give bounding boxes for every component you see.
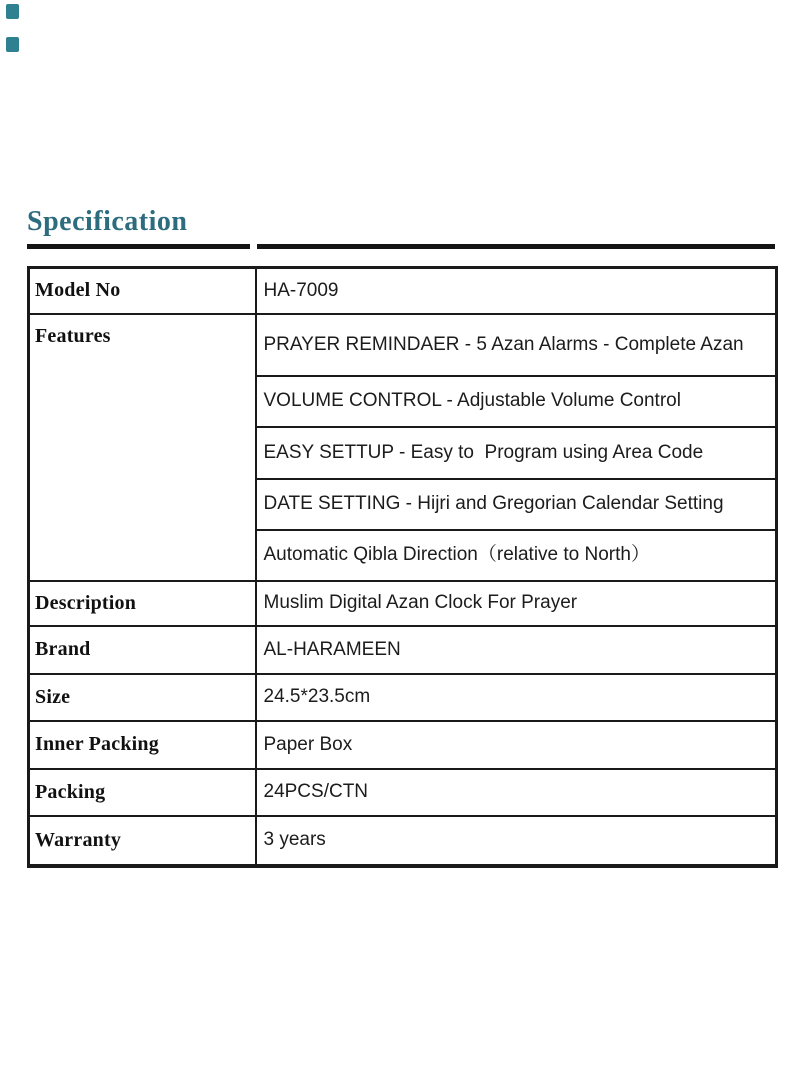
- table-row: [29, 769, 777, 816]
- specification-table: [27, 266, 778, 868]
- table-row: [29, 581, 777, 626]
- heading-rule-right-segment: [257, 244, 775, 249]
- spec-value-feature-5: Automatic Qibla Direction（relative to North）: [256, 530, 777, 581]
- table-row: [29, 268, 777, 314]
- spec-label-description: Description: [29, 581, 256, 626]
- spec-value-warranty: 3 years: [256, 816, 777, 866]
- table-row: [29, 721, 777, 769]
- spec-label-brand: Brand: [29, 626, 256, 674]
- spec-label-model-no: Model No: [29, 268, 256, 314]
- table-row: [29, 816, 777, 866]
- spec-value-inner-packing: Paper Box: [256, 721, 777, 769]
- teal-artifact-mark-bottom: [6, 37, 19, 52]
- heading-rule-left-segment: [27, 244, 250, 249]
- spec-value-feature-4: DATE SETTING - Hijri and Gregorian Calendar Setting: [256, 479, 777, 530]
- spec-value-size: 24.5*23.5cm: [256, 674, 777, 721]
- spec-value-brand: AL-HARAMEEN: [256, 626, 777, 674]
- spec-label-size: Size: [29, 674, 256, 721]
- spec-value-feature-1: PRAYER REMINDAER - 5 Azan Alarms - Complete Azan: [256, 314, 777, 376]
- table-row: [29, 314, 777, 376]
- spec-value-feature-2: VOLUME CONTROL - Adjustable Volume Control: [256, 376, 777, 427]
- table-row: [29, 626, 777, 674]
- spec-value-description: Muslim Digital Azan Clock For Prayer: [256, 581, 777, 626]
- teal-artifact-mark-top: [6, 4, 19, 19]
- table-row: [29, 674, 777, 721]
- spec-label-warranty: Warranty: [29, 816, 256, 866]
- spec-value-model-no: HA-7009: [256, 268, 777, 314]
- spec-label-features: Features: [29, 314, 256, 581]
- spec-value-feature-3: EASY SETTUP - Easy to Program using Area Code: [256, 427, 777, 479]
- spec-value-packing: 24PCS/CTN: [256, 769, 777, 816]
- spec-label-inner-packing: Inner Packing: [29, 721, 256, 769]
- page-title: Specification: [27, 206, 188, 237]
- spec-label-packing: Packing: [29, 769, 256, 816]
